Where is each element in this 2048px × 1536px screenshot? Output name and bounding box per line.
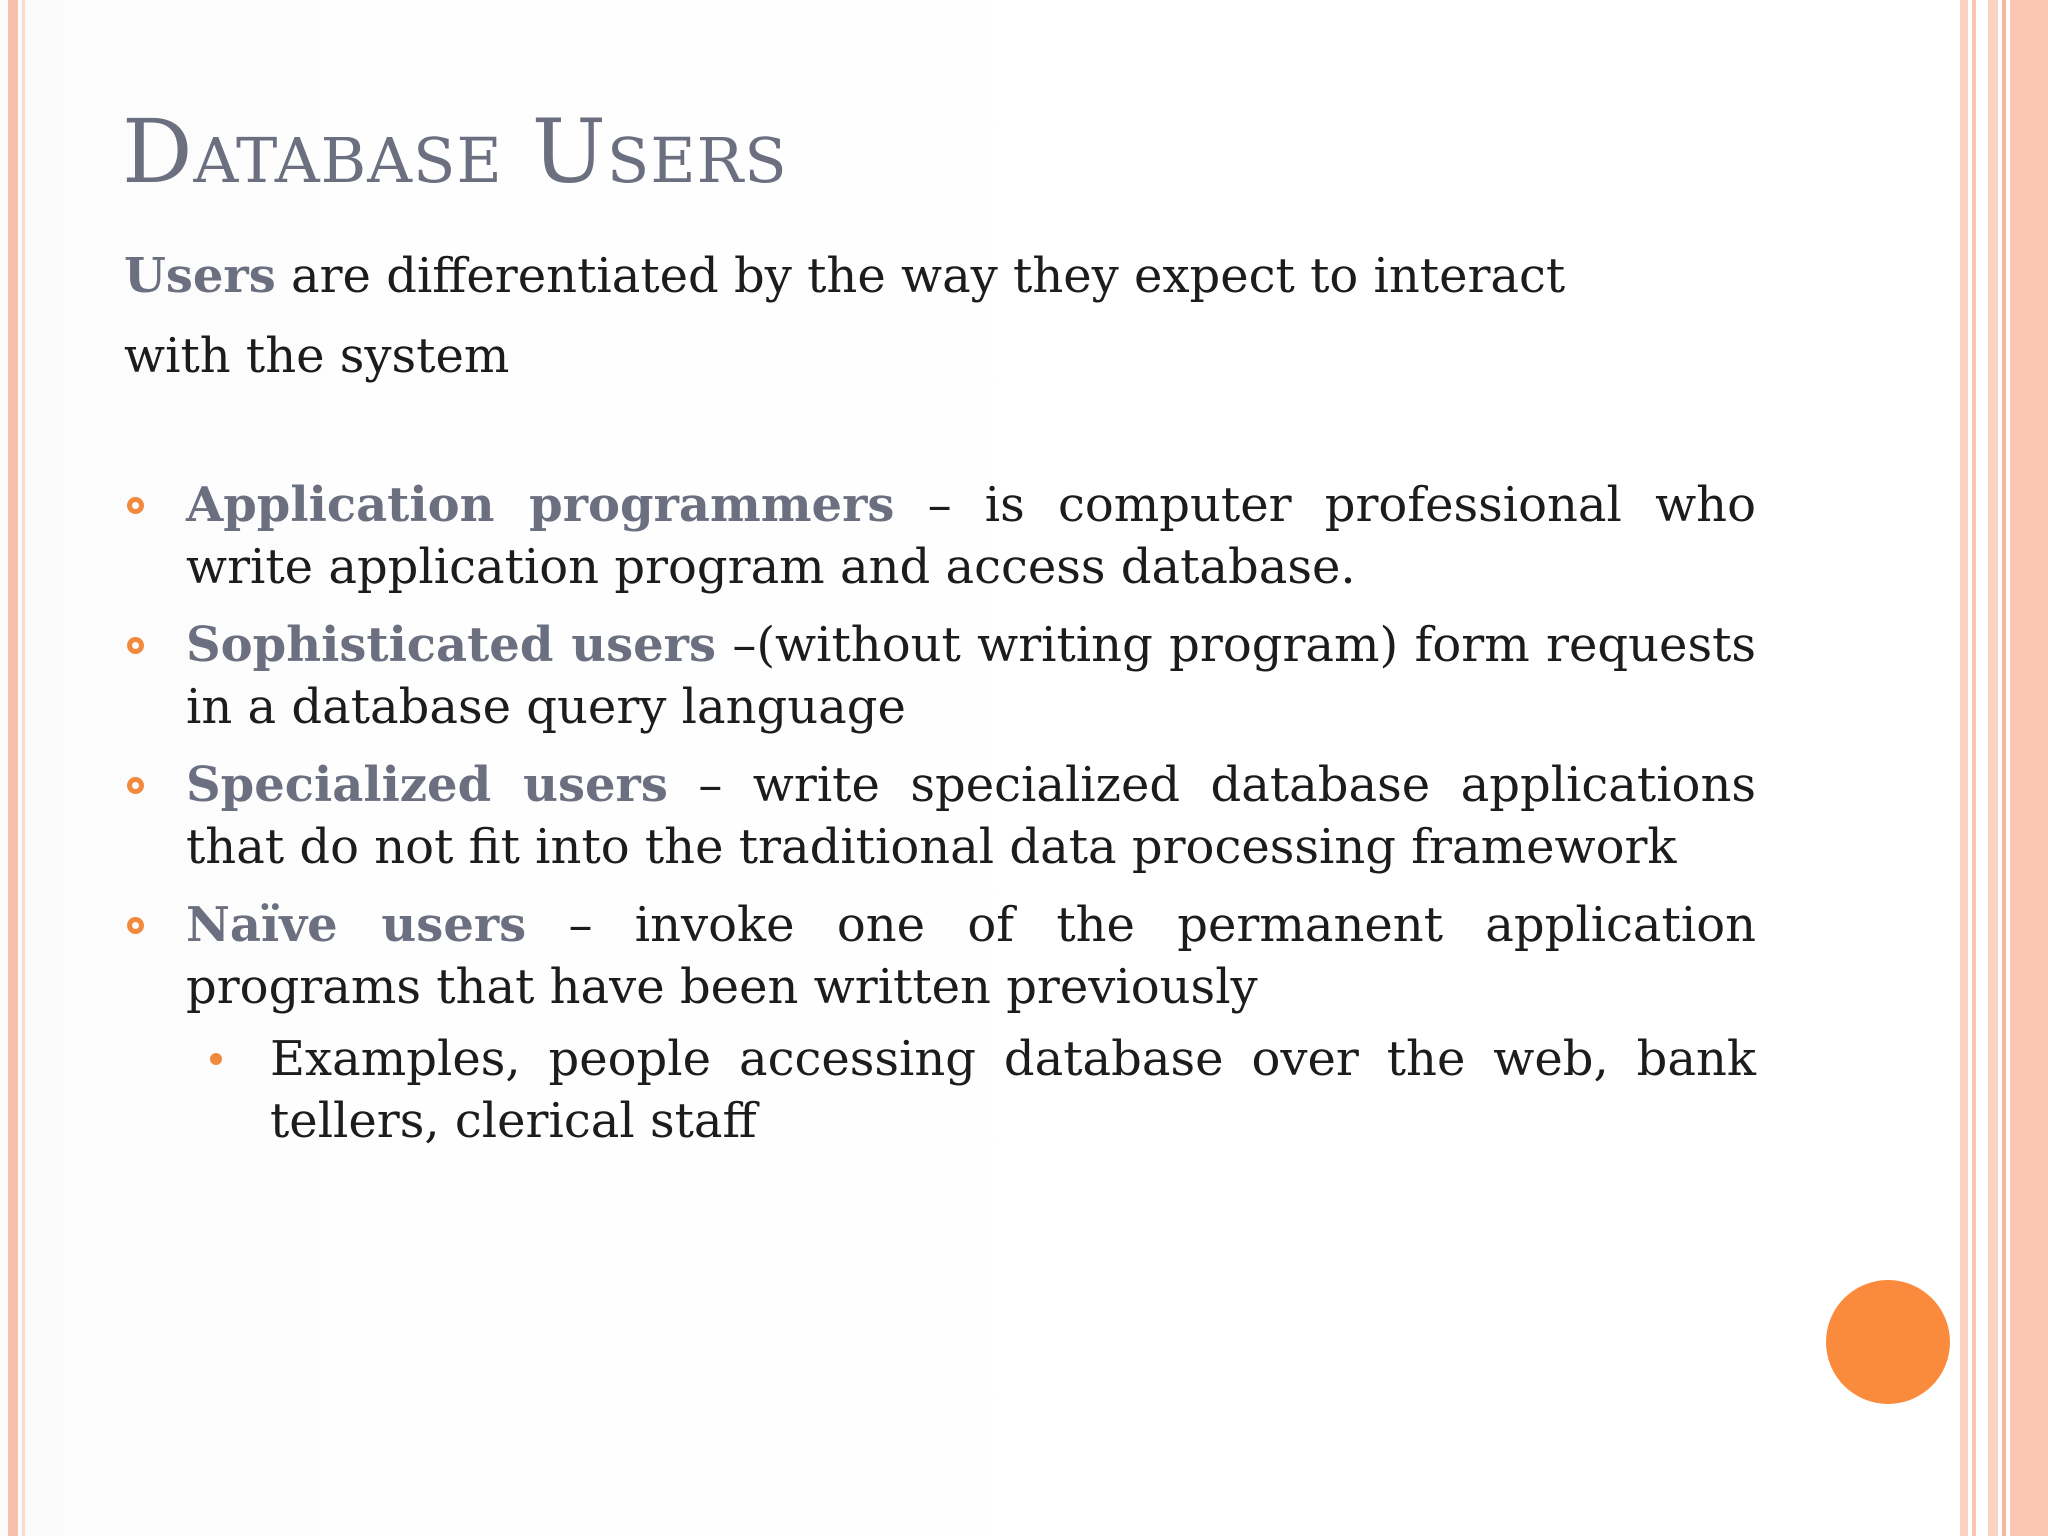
intro-paragraph	[124, 236, 1684, 396]
dot-bullet-icon	[210, 1053, 222, 1065]
sub-bullet-examples	[124, 1028, 1756, 1152]
bullet-naive-users	[124, 894, 1756, 1152]
stripe	[2010, 0, 2048, 1536]
bullet-text: – write specialized database applications that do not fit into the traditional data processing framework	[186, 757, 1757, 875]
stripe	[1988, 0, 1998, 1536]
ring-bullet-icon	[127, 917, 144, 934]
right-stripes-decoration	[1960, 0, 2048, 1536]
slide-title: Database Users	[122, 100, 788, 203]
stripe	[2002, 0, 2006, 1536]
ring-bullet-icon	[127, 637, 144, 654]
sub-bullet-list	[124, 1028, 1756, 1152]
stripe	[1972, 0, 1976, 1536]
bullet-term: Naïve users	[186, 897, 527, 953]
bullet-text: –(without writing program) form requests in a database query language	[186, 617, 1757, 735]
left-border-decoration	[8, 0, 18, 1536]
bullet-application-programmers	[124, 474, 1756, 598]
bullet-term: Specialized users	[186, 757, 668, 813]
ring-bullet-icon	[127, 777, 144, 794]
intro-term: Users	[124, 248, 276, 304]
stripe	[1960, 0, 1968, 1536]
bullet-text: – invoke one of the permanent application programs that have been written previously	[186, 897, 1757, 1015]
bullet-list	[124, 474, 1756, 1168]
bullet-text: – is computer professional who write application program and access database.	[186, 477, 1756, 595]
intro-text: are differentiated by the way they expect to interact with the system	[124, 248, 1566, 384]
ring-bullet-icon	[127, 497, 144, 514]
bullet-term: Sophisticated users	[186, 617, 716, 673]
sub-bullet-text: Examples, people accessing database over the web, bank tellers, clerical staff	[270, 1031, 1756, 1149]
bullet-term: Application programmers	[186, 477, 895, 533]
bullet-sophisticated-users	[124, 614, 1756, 738]
orange-circle-decoration	[1826, 1280, 1950, 1404]
bullet-specialized-users	[124, 754, 1756, 878]
